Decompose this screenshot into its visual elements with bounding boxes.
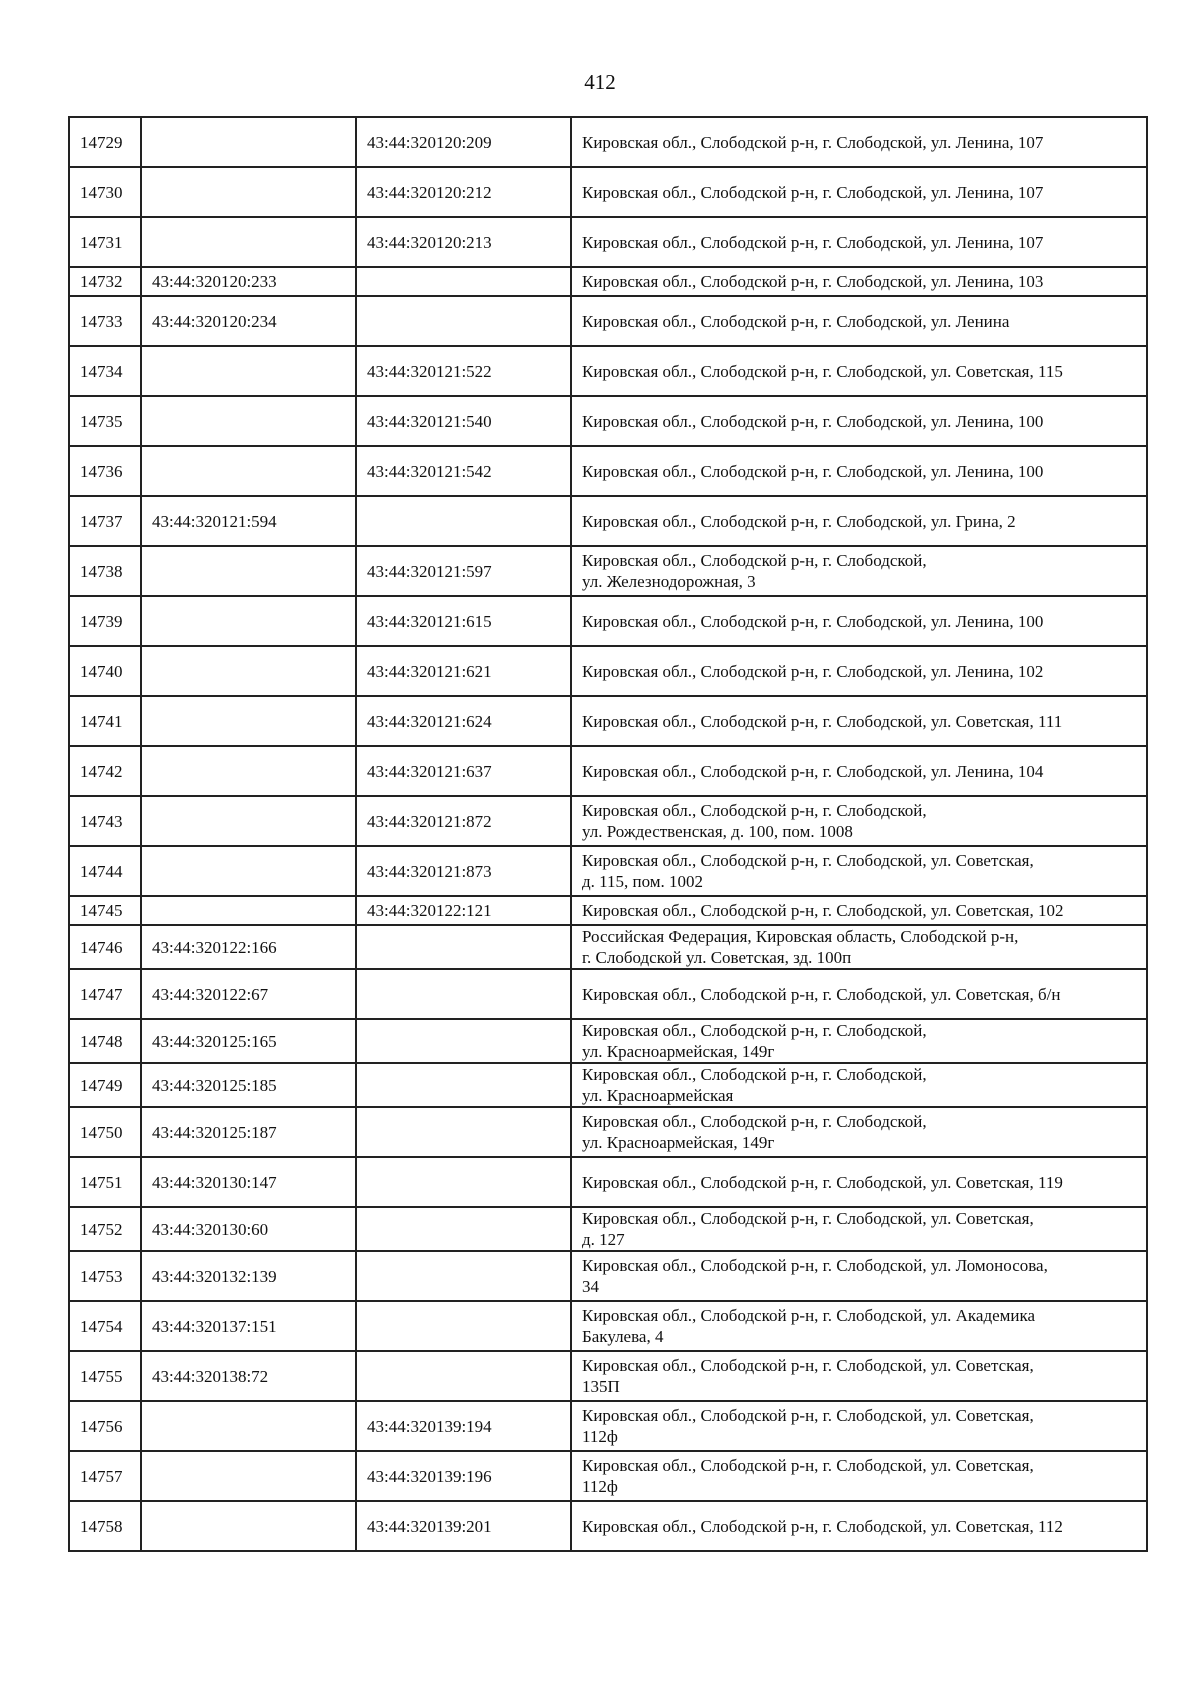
building-cadastral-number-cell: 43:44:320121:522 xyxy=(356,346,571,396)
row-number-cell: 14734 xyxy=(69,346,141,396)
building-cadastral-number-cell xyxy=(356,496,571,546)
address-cell: Кировская обл., Слободской р-н, г. Слободской, ул. Ленина, 104 xyxy=(571,746,1147,796)
building-cadastral-number-cell: 43:44:320121:542 xyxy=(356,446,571,496)
address-cell: Кировская обл., Слободской р-н, г. Слободской, ул. Академика Бакулева, 4 xyxy=(571,1301,1147,1351)
row-number-cell: 14738 xyxy=(69,546,141,596)
address-cell: Кировская обл., Слободской р-н, г. Слободской, ул. Советская, 102 xyxy=(571,896,1147,925)
address-cell: Кировская обл., Слободской р-н, г. Слободской, ул. Ленина, 100 xyxy=(571,446,1147,496)
address-cell: Кировская обл., Слободской р-н, г. Слободской, ул. Советская, 112ф xyxy=(571,1401,1147,1451)
row-number-cell: 14751 xyxy=(69,1157,141,1207)
table-row xyxy=(69,1251,1147,1301)
table-row xyxy=(69,1019,1147,1063)
table-row xyxy=(69,746,1147,796)
row-number-cell: 14756 xyxy=(69,1401,141,1451)
address-cell: Кировская обл., Слободской р-н, г. Слободской, ул. Советская, 111 xyxy=(571,696,1147,746)
land-cadastral-number-cell: 43:44:320125:187 xyxy=(141,1107,356,1157)
building-cadastral-number-cell xyxy=(356,1019,571,1063)
building-cadastral-number-cell: 43:44:320121:873 xyxy=(356,846,571,896)
table-row xyxy=(69,346,1147,396)
building-cadastral-number-cell xyxy=(356,267,571,296)
row-number-cell: 14749 xyxy=(69,1063,141,1107)
row-number-cell: 14757 xyxy=(69,1451,141,1501)
building-cadastral-number-cell xyxy=(356,969,571,1019)
building-cadastral-number-cell: 43:44:320120:209 xyxy=(356,117,571,167)
row-number-cell: 14739 xyxy=(69,596,141,646)
building-cadastral-number-cell: 43:44:320122:121 xyxy=(356,896,571,925)
address-cell: Кировская обл., Слободской р-н, г. Слободской, ул. Красноармейская xyxy=(571,1063,1147,1107)
row-number-cell: 14736 xyxy=(69,446,141,496)
table-row xyxy=(69,1501,1147,1551)
land-cadastral-number-cell xyxy=(141,346,356,396)
address-cell: Кировская обл., Слободской р-н, г. Слободской, ул. Ленина, 107 xyxy=(571,167,1147,217)
page-number: 412 xyxy=(584,70,616,94)
land-cadastral-number-cell xyxy=(141,846,356,896)
building-cadastral-number-cell: 43:44:320121:872 xyxy=(356,796,571,846)
table-row xyxy=(69,846,1147,896)
table-row xyxy=(69,1401,1147,1451)
land-cadastral-number-cell xyxy=(141,396,356,446)
land-cadastral-number-cell xyxy=(141,796,356,846)
table-row xyxy=(69,896,1147,925)
table-row xyxy=(69,969,1147,1019)
address-cell: Кировская обл., Слободской р-н, г. Слободской, ул. Красноармейская, 149г xyxy=(571,1019,1147,1063)
table-row xyxy=(69,267,1147,296)
land-cadastral-number-cell xyxy=(141,646,356,696)
table-row xyxy=(69,925,1147,969)
table-row xyxy=(69,1157,1147,1207)
building-cadastral-number-cell: 43:44:320139:196 xyxy=(356,1451,571,1501)
building-cadastral-number-cell xyxy=(356,1107,571,1157)
row-number-cell: 14732 xyxy=(69,267,141,296)
address-cell: Кировская обл., Слободской р-н, г. Слободской, ул. Грина, 2 xyxy=(571,496,1147,546)
building-cadastral-number-cell xyxy=(356,925,571,969)
land-cadastral-number-cell: 43:44:320130:60 xyxy=(141,1207,356,1251)
building-cadastral-number-cell xyxy=(356,1207,571,1251)
row-number-cell: 14730 xyxy=(69,167,141,217)
land-cadastral-number-cell xyxy=(141,117,356,167)
table-row xyxy=(69,646,1147,696)
address-cell: Кировская обл., Слободской р-н, г. Слободской, ул. Советская, д. 127 xyxy=(571,1207,1147,1251)
address-cell: Кировская обл., Слободской р-н, г. Слободской, ул. Советская, б/н xyxy=(571,969,1147,1019)
building-cadastral-number-cell xyxy=(356,1063,571,1107)
building-cadastral-number-cell: 43:44:320121:540 xyxy=(356,396,571,446)
land-cadastral-number-cell: 43:44:320130:147 xyxy=(141,1157,356,1207)
address-cell: Кировская обл., Слободской р-н, г. Слободской, ул. Ленина, 100 xyxy=(571,396,1147,446)
land-cadastral-number-cell: 43:44:320137:151 xyxy=(141,1301,356,1351)
row-number-cell: 14740 xyxy=(69,646,141,696)
table-row xyxy=(69,496,1147,546)
row-number-cell: 14742 xyxy=(69,746,141,796)
row-number-cell: 14755 xyxy=(69,1351,141,1401)
register-table-body xyxy=(69,117,1147,1551)
row-number-cell: 14729 xyxy=(69,117,141,167)
land-cadastral-number-cell: 43:44:320120:233 xyxy=(141,267,356,296)
table-row xyxy=(69,546,1147,596)
building-cadastral-number-cell xyxy=(356,1351,571,1401)
land-cadastral-number-cell xyxy=(141,546,356,596)
table-row xyxy=(69,796,1147,846)
land-cadastral-number-cell: 43:44:320120:234 xyxy=(141,296,356,346)
building-cadastral-number-cell xyxy=(356,1301,571,1351)
row-number-cell: 14753 xyxy=(69,1251,141,1301)
building-cadastral-number-cell: 43:44:320139:194 xyxy=(356,1401,571,1451)
address-cell: Кировская обл., Слободской р-н, г. Слободской, ул. Ленина xyxy=(571,296,1147,346)
table-row xyxy=(69,296,1147,346)
land-cadastral-number-cell: 43:44:320132:139 xyxy=(141,1251,356,1301)
row-number-cell: 14743 xyxy=(69,796,141,846)
building-cadastral-number-cell xyxy=(356,1251,571,1301)
land-cadastral-number-cell xyxy=(141,896,356,925)
land-cadastral-number-cell: 43:44:320125:165 xyxy=(141,1019,356,1063)
land-cadastral-number-cell xyxy=(141,1401,356,1451)
address-cell: Российская Федерация, Кировская область, Слободской р-н, г. Слободской ул. Советская, зд. 100п xyxy=(571,925,1147,969)
address-cell: Кировская обл., Слободской р-н, г. Слободской, ул. Советская, 112ф xyxy=(571,1451,1147,1501)
land-cadastral-number-cell xyxy=(141,167,356,217)
table-row xyxy=(69,1301,1147,1351)
table-row xyxy=(69,1107,1147,1157)
land-cadastral-number-cell xyxy=(141,1501,356,1551)
address-cell: Кировская обл., Слободской р-н, г. Слободской, ул. Железнодорожная, 3 xyxy=(571,546,1147,596)
row-number-cell: 14750 xyxy=(69,1107,141,1157)
row-number-cell: 14746 xyxy=(69,925,141,969)
row-number-cell: 14741 xyxy=(69,696,141,746)
row-number-cell: 14731 xyxy=(69,217,141,267)
land-cadastral-number-cell xyxy=(141,746,356,796)
address-cell: Кировская обл., Слободской р-н, г. Слободской, ул. Советская, д. 115, пом. 1002 xyxy=(571,846,1147,896)
building-cadastral-number-cell: 43:44:320121:621 xyxy=(356,646,571,696)
address-cell: Кировская обл., Слободской р-н, г. Слободской, ул. Рождественская, д. 100, пом. 1008 xyxy=(571,796,1147,846)
land-cadastral-number-cell: 43:44:320125:185 xyxy=(141,1063,356,1107)
address-cell: Кировская обл., Слободской р-н, г. Слободской, ул. Ленина, 103 xyxy=(571,267,1147,296)
building-cadastral-number-cell: 43:44:320121:597 xyxy=(356,546,571,596)
land-cadastral-number-cell: 43:44:320138:72 xyxy=(141,1351,356,1401)
land-cadastral-number-cell xyxy=(141,446,356,496)
address-cell: Кировская обл., Слободской р-н, г. Слободской, ул. Красноармейская, 149г xyxy=(571,1107,1147,1157)
register-table xyxy=(68,116,1148,1552)
row-number-cell: 14758 xyxy=(69,1501,141,1551)
building-cadastral-number-cell: 43:44:320139:201 xyxy=(356,1501,571,1551)
building-cadastral-number-cell: 43:44:320120:213 xyxy=(356,217,571,267)
building-cadastral-number-cell xyxy=(356,1157,571,1207)
land-cadastral-number-cell xyxy=(141,696,356,746)
address-cell: Кировская обл., Слободской р-н, г. Слободской, ул. Советская, 135П xyxy=(571,1351,1147,1401)
land-cadastral-number-cell: 43:44:320122:166 xyxy=(141,925,356,969)
address-cell: Кировская обл., Слободской р-н, г. Слободской, ул. Ломоносова, 34 xyxy=(571,1251,1147,1301)
land-cadastral-number-cell: 43:44:320122:67 xyxy=(141,969,356,1019)
table-row xyxy=(69,596,1147,646)
land-cadastral-number-cell xyxy=(141,1451,356,1501)
building-cadastral-number-cell: 43:44:320121:624 xyxy=(356,696,571,746)
address-cell: Кировская обл., Слободской р-н, г. Слободской, ул. Советская, 112 xyxy=(571,1501,1147,1551)
row-number-cell: 14754 xyxy=(69,1301,141,1351)
row-number-cell: 14752 xyxy=(69,1207,141,1251)
table-row xyxy=(69,117,1147,167)
table-row xyxy=(69,1063,1147,1107)
land-cadastral-number-cell: 43:44:320121:594 xyxy=(141,496,356,546)
table-row xyxy=(69,1351,1147,1401)
table-row xyxy=(69,446,1147,496)
table-row xyxy=(69,167,1147,217)
address-cell: Кировская обл., Слободской р-н, г. Слободской, ул. Советская, 115 xyxy=(571,346,1147,396)
table-row xyxy=(69,396,1147,446)
row-number-cell: 14745 xyxy=(69,896,141,925)
row-number-cell: 14737 xyxy=(69,496,141,546)
row-number-cell: 14744 xyxy=(69,846,141,896)
address-cell: Кировская обл., Слободской р-н, г. Слободской, ул. Ленина, 107 xyxy=(571,217,1147,267)
table-row xyxy=(69,1451,1147,1501)
row-number-cell: 14735 xyxy=(69,396,141,446)
address-cell: Кировская обл., Слободской р-н, г. Слободской, ул. Советская, 119 xyxy=(571,1157,1147,1207)
address-cell: Кировская обл., Слободской р-н, г. Слободской, ул. Ленина, 100 xyxy=(571,596,1147,646)
building-cadastral-number-cell: 43:44:320121:637 xyxy=(356,746,571,796)
row-number-cell: 14733 xyxy=(69,296,141,346)
building-cadastral-number-cell xyxy=(356,296,571,346)
address-cell: Кировская обл., Слободской р-н, г. Слободской, ул. Ленина, 102 xyxy=(571,646,1147,696)
table-row xyxy=(69,1207,1147,1251)
building-cadastral-number-cell: 43:44:320120:212 xyxy=(356,167,571,217)
row-number-cell: 14747 xyxy=(69,969,141,1019)
land-cadastral-number-cell xyxy=(141,596,356,646)
address-cell: Кировская обл., Слободской р-н, г. Слободской, ул. Ленина, 107 xyxy=(571,117,1147,167)
table-row xyxy=(69,696,1147,746)
row-number-cell: 14748 xyxy=(69,1019,141,1063)
building-cadastral-number-cell: 43:44:320121:615 xyxy=(356,596,571,646)
land-cadastral-number-cell xyxy=(141,217,356,267)
table-row xyxy=(69,217,1147,267)
